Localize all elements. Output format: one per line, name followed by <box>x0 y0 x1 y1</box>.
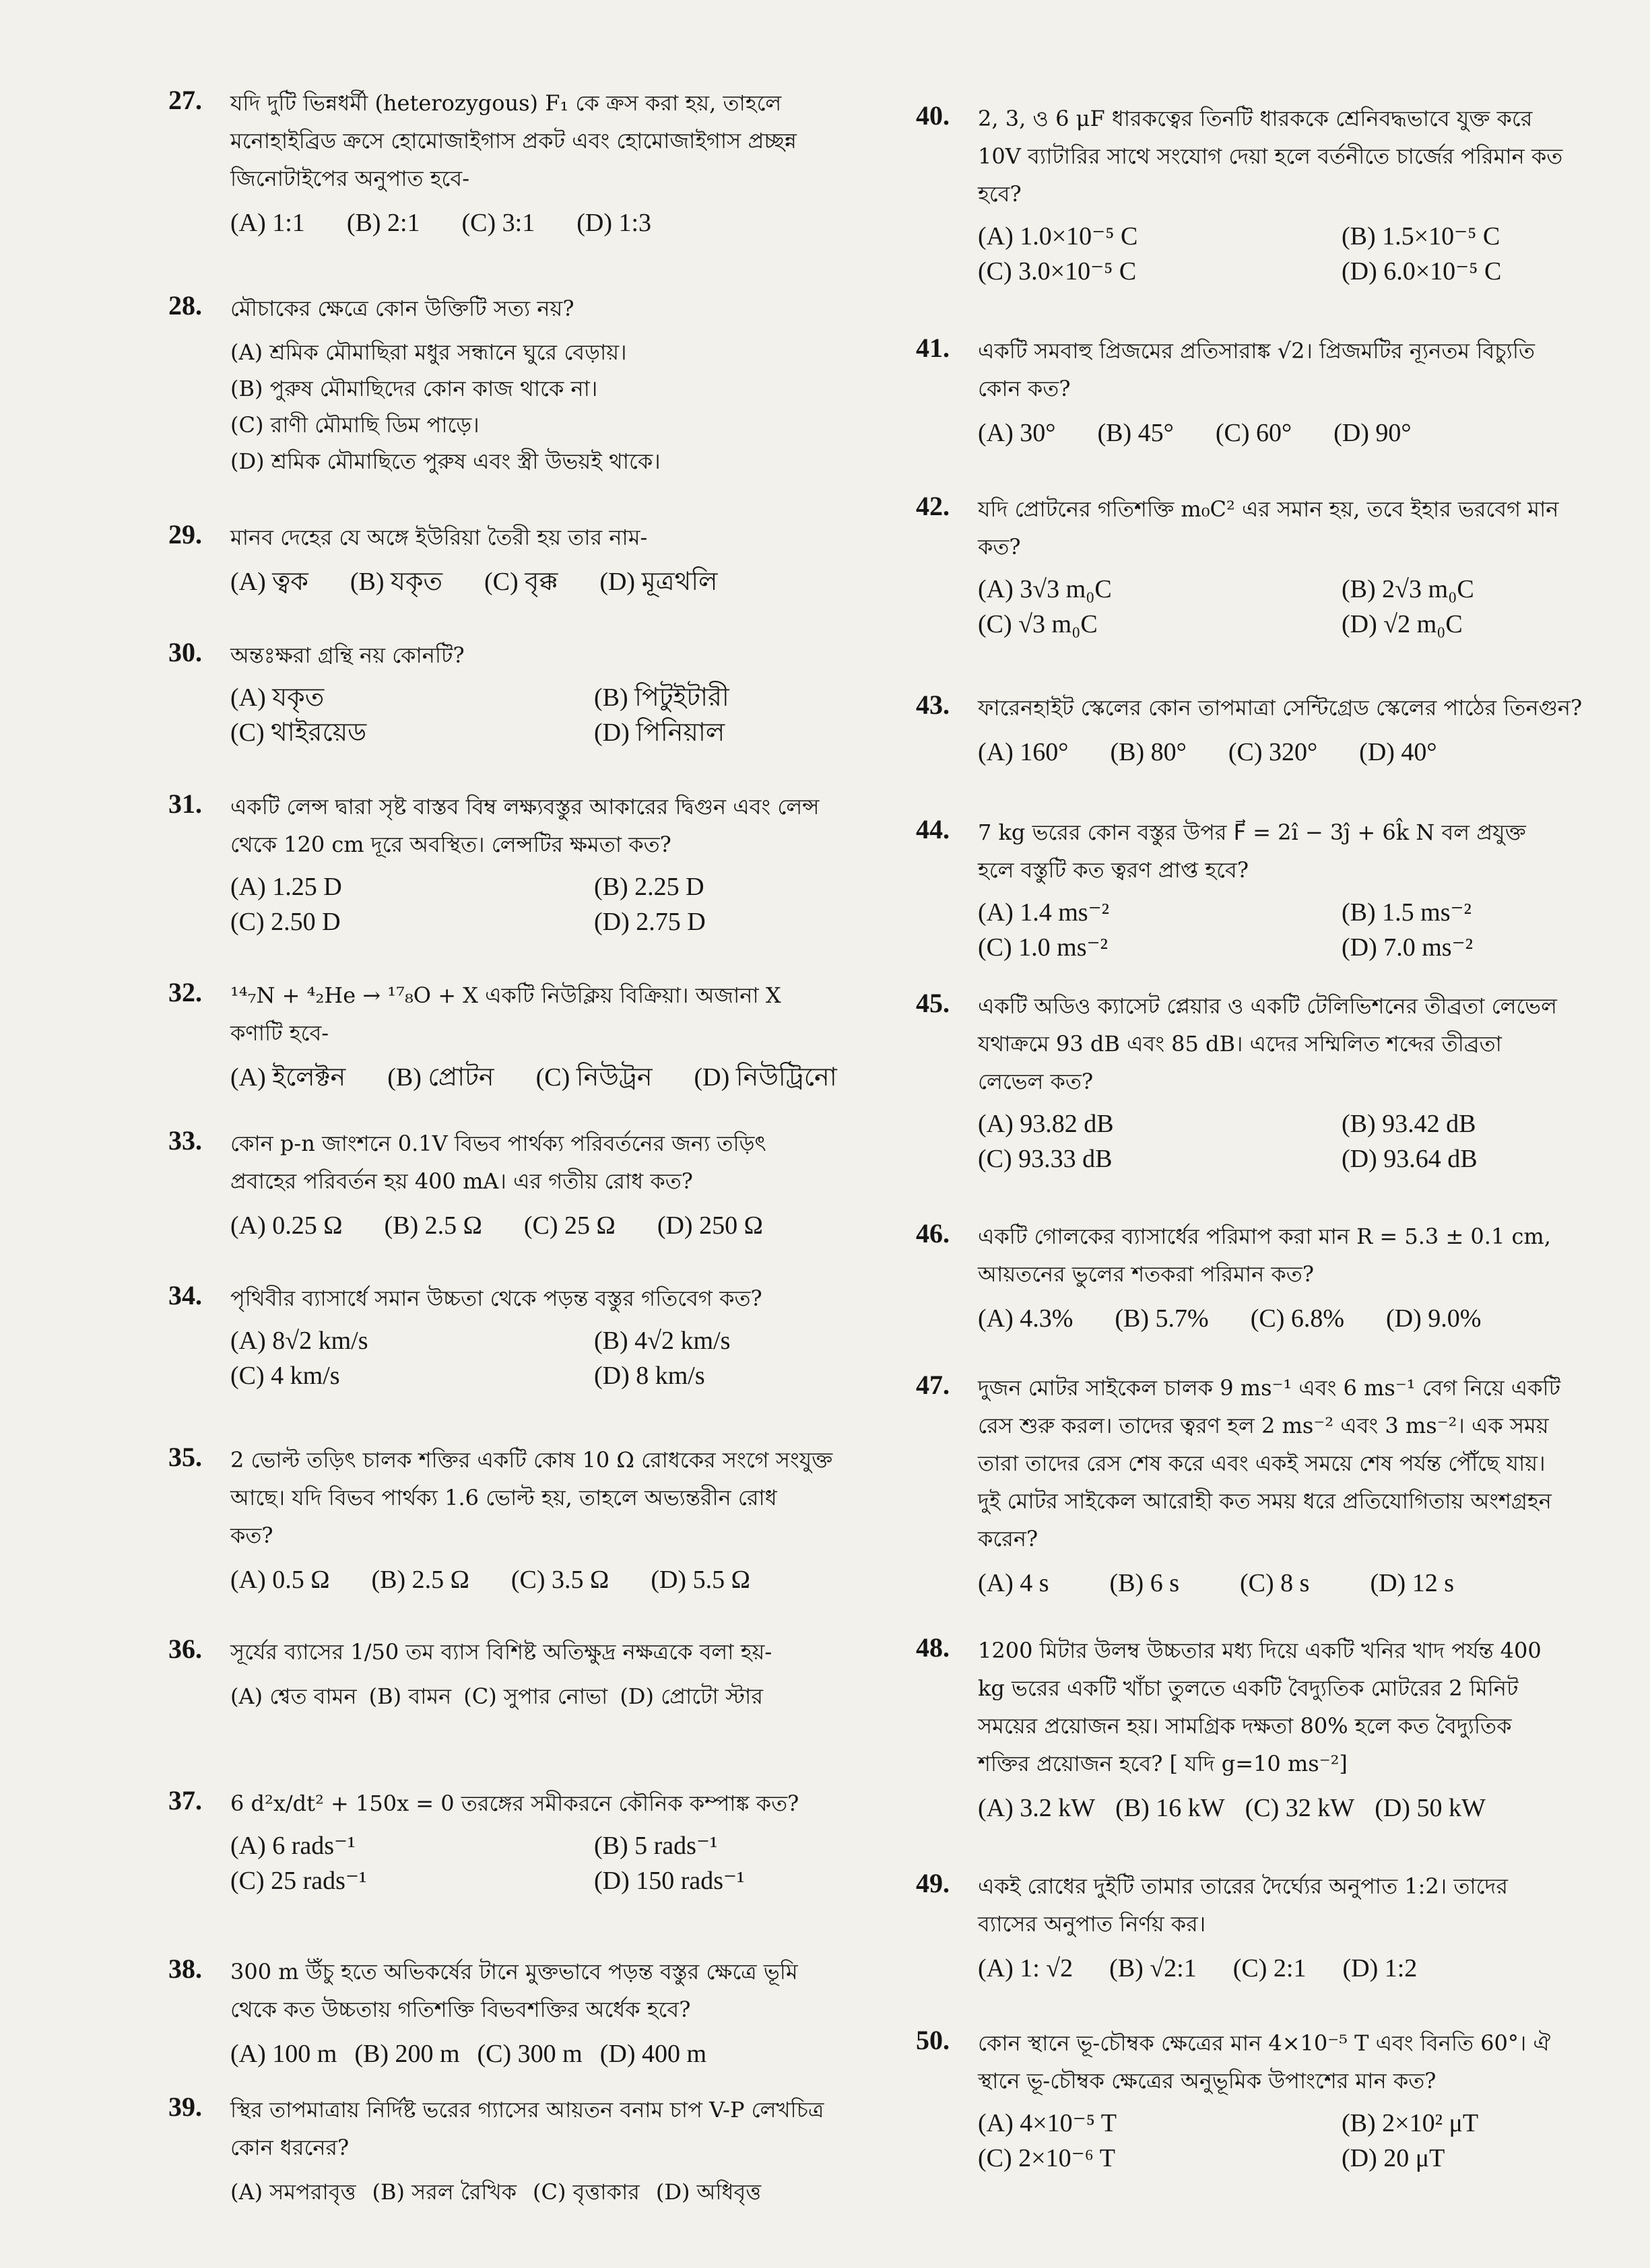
option-a[interactable]: (A) 93.82 dB <box>978 1110 1114 1138</box>
option-b[interactable]: (B) 45° <box>1097 419 1174 447</box>
options <box>978 1948 1630 1989</box>
option-a[interactable]: (A) সমপরাবৃত্ত <box>230 2179 356 2205</box>
question-32 <box>168 976 876 1098</box>
question-text: মৌচাকের ক্ষেত্রে কোন উক্তিটি সত্য নয়? <box>230 296 574 321</box>
option-c[interactable]: (C) 25 Ω <box>523 1211 616 1240</box>
option-a[interactable]: (A) 4.3% <box>978 1304 1074 1333</box>
option-c[interactable]: (C) 2.50 D <box>230 908 341 936</box>
question-text: 7 kg ভরের কোন বস্তুর উপর F⃗ = 2î − 3ĵ + 6k̂ N বল প্রযুক্ত হলে বস্তুটি কত ত্বরণ প্রাপ্ত হবে? <box>978 820 1526 883</box>
option-d[interactable]: (D) 7.0 ms⁻² <box>1342 933 1474 962</box>
option-a[interactable]: (A) 0.25 Ω <box>230 1211 343 1240</box>
options <box>978 1563 1630 1603</box>
question-number: 47. <box>916 1370 950 1400</box>
question-41 <box>916 332 1630 453</box>
option-d[interactable]: (D) 1:3 <box>576 209 652 237</box>
option-b[interactable]: (B) পিটুইটারী <box>594 683 729 712</box>
options <box>230 1205 876 1246</box>
option-b[interactable]: (B) 93.42 dB <box>1342 1110 1476 1138</box>
question-text: একটি গোলকের ব্যাসার্ধের পরিমাপ করা মান R = 5.3 ± 0.1 cm, আয়তনের ভুলের শতকরা পরিমান কত? <box>978 1224 1551 1287</box>
question-40 <box>916 100 1630 288</box>
option-b[interactable]: (B) 1.5 ms⁻² <box>1342 898 1472 927</box>
option-a[interactable]: (A) 4×10⁻⁵ T <box>978 2109 1117 2137</box>
question-number: 37. <box>168 1785 202 1815</box>
question-text: অন্তঃক্ষরা গ্রন্থি নয় কোনটি? <box>230 642 465 668</box>
question-31 <box>168 788 876 939</box>
option-c[interactable]: (C) 3:1 <box>461 209 535 237</box>
option-c[interactable]: (C) √3 m₀C <box>978 610 1098 638</box>
options <box>978 413 1630 453</box>
option-c[interactable]: (C) 3.5 Ω <box>510 1566 609 1594</box>
option-d[interactable]: (D) 400 m <box>599 2040 707 2068</box>
option-c[interactable]: (C) রাণী মৌমাছি ডিম পাড়ে। <box>230 412 480 438</box>
option-a[interactable]: (A) 1:1 <box>230 209 305 237</box>
option-b[interactable]: (B) 1.5×10⁻⁵ C <box>1342 222 1500 251</box>
option-c[interactable]: (C) 300 m <box>477 2040 583 2068</box>
option-c[interactable]: (C) 2×10⁻⁶ T <box>978 2144 1115 2172</box>
question-text: সূর্যের ব্যাসের 1/50 তম ব্যাস বিশিষ্ট অতিক্ষুদ্র নক্ষত্রকে বলা হয়- <box>230 1639 772 1665</box>
question-47 <box>916 1369 1630 1603</box>
option-a[interactable]: (A) 30° <box>978 419 1056 447</box>
option-a[interactable]: (A) 1.4 ms⁻² <box>978 898 1110 927</box>
question-number: 44. <box>916 814 950 844</box>
option-c[interactable]: (C) 32 kW <box>1245 1794 1355 1822</box>
option-a[interactable]: (A) 3.2 kW <box>978 1794 1096 1822</box>
option-c[interactable]: (C) থাইরয়েড <box>230 719 367 747</box>
option-c[interactable]: (C) 1.0 ms⁻² <box>978 933 1108 962</box>
option-d[interactable]: (D) পিনিয়াল <box>594 719 725 747</box>
option-a[interactable]: (A) 8√2 km/s <box>230 1327 368 1355</box>
question-number: 27. <box>168 85 202 115</box>
question-number: 45. <box>916 988 950 1018</box>
option-a[interactable]: (A) শ্বেত বামন <box>230 1683 357 1709</box>
options <box>978 896 1630 964</box>
question-text: ¹⁴₇N + ⁴₂He → ¹⁷₈O + X একটি নিউক্লিয় বিক্রিয়া। অজানা X কণাটি হবে- <box>230 982 781 1046</box>
options <box>978 2106 1630 2175</box>
question-text: কোন p-n জাংশনে 0.1V বিভব পার্থক্য পরিবর্তনের জন্য তড়িৎ প্রবাহের পরিবর্তন হয় 400 mA। এর গতীয় রোধ কত? <box>230 1131 766 1194</box>
option-a[interactable]: (A) 4 s <box>978 1569 1049 1597</box>
question-number: 32. <box>168 977 202 1007</box>
options <box>978 1298 1630 1339</box>
question-50 <box>916 2024 1630 2175</box>
question-number: 50. <box>916 2025 950 2055</box>
question-49 <box>916 1867 1630 1989</box>
option-d[interactable]: (D) মূত্রথলি <box>599 568 718 596</box>
option-c[interactable]: (C) বৃক্ক <box>484 568 558 596</box>
option-d[interactable]: (D) 250 Ω <box>657 1211 763 1240</box>
question-number: 49. <box>916 1868 950 1898</box>
option-b[interactable]: (B) 2.5 Ω <box>384 1211 482 1240</box>
question-number: 33. <box>168 1125 202 1156</box>
question-number: 38. <box>168 1954 202 1984</box>
option-c[interactable]: (C) বৃত্তাকার <box>532 2179 640 2205</box>
option-d[interactable]: (D) 90° <box>1333 419 1412 447</box>
option-d[interactable]: (D) অধিবৃত্ত <box>655 2179 762 2205</box>
option-a[interactable]: (A) শ্রমিক মৌমাছিরা মধুর সন্ধানে ঘুরে বেড়ায়। <box>230 339 627 365</box>
option-a[interactable]: (A) 0.5 Ω <box>230 1566 330 1594</box>
options <box>230 681 876 749</box>
option-b[interactable]: (B) সরল রৈখিক <box>372 2179 517 2205</box>
option-d[interactable]: (D) প্রোটো স্টার <box>620 1683 763 1709</box>
question-text: একটি লেন্স দ্বারা সৃষ্ট বাস্তব বিম্ব লক্ষ্যবস্তুর আকারের দ্বিগুন এবং লেন্স থেকে 120 cm দূরে অবস্থিত। লেন্সটির ক্ষমতা কত? <box>230 794 820 857</box>
question-number: 40. <box>916 100 950 131</box>
question-text: যদি প্রোটনের গতিশক্তি m₀C² এর সমান হয়, তবে ইহার ভরবেগ মান কত? <box>978 496 1559 560</box>
option-a[interactable]: (A) 3√3 m₀C <box>978 575 1112 603</box>
option-a[interactable]: (A) 1: √2 <box>978 1954 1074 1982</box>
option-b[interactable]: (B) 2√3 m₀C <box>1342 575 1474 603</box>
option-a[interactable]: (A) ইলেক্টন <box>230 1063 346 1092</box>
option-b[interactable]: (B) বামন <box>368 1683 452 1709</box>
options <box>230 562 876 602</box>
option-c[interactable]: (C) 2:1 <box>1232 1954 1307 1982</box>
option-b[interactable]: (B) 5 rads⁻¹ <box>594 1832 718 1860</box>
question-text: ফারেনহাইট স্কেলের কোন তাপমাত্রা সেন্টিগ্রেড স্কেলের পাঠের তিনগুন? <box>978 695 1583 721</box>
options <box>978 732 1630 772</box>
options <box>230 870 876 939</box>
question-34 <box>168 1279 876 1393</box>
question-number: 46. <box>916 1218 950 1248</box>
options <box>230 203 876 243</box>
question-number: 43. <box>916 690 950 720</box>
option-a[interactable]: (A) 1.0×10⁻⁵ C <box>978 222 1138 251</box>
option-d[interactable]: (D) 5.5 Ω <box>651 1566 750 1594</box>
question-text: 2 ভোল্ট তড়িৎ চালক শক্তির একটি কোষ 10 Ω রোধকের সংগে সংযুক্ত আছে। যদি বিভব পার্থক্য 1.6 ভোল্ট হয়, তাহলে অভ্যন্তরীন রোধ কত? <box>230 1447 833 1548</box>
option-d[interactable]: (D) 2.75 D <box>594 908 706 936</box>
option-a[interactable]: (A) যকৃত <box>230 683 325 712</box>
option-a[interactable]: (A) 1.25 D <box>230 873 342 901</box>
options <box>230 334 876 479</box>
options <box>978 1788 1630 1828</box>
question-text: মানব দেহের যে অঙ্গে ইউরিয়া তৈরী হয় তার নাম- <box>230 525 648 550</box>
question-text: 300 m উঁচু হতে অভিকর্ষের টানে মুক্তভাবে পড়ন্ত বস্তুর ক্ষেত্রে ভূমি থেকে কত উচ্চতায় গতিশক্তি বিভবশক্তির অর্ধেক হবে? <box>230 1959 798 2022</box>
question-number: 35. <box>168 1442 202 1472</box>
question-38 <box>168 1953 876 2074</box>
option-b[interactable]: (B) যকৃত <box>350 568 443 596</box>
question-text: স্থির তাপমাত্রায় নির্দিষ্ট ভরের গ্যাসের আয়তন বনাম চাপ V-P লেখচিত্র কোন ধরনের? <box>230 2097 824 2160</box>
question-29 <box>168 519 876 602</box>
question-text: 1200 মিটার উলম্ব উচ্চতার মধ্য দিয়ে একটি খনির খাদ পর্যন্ত 400 kg ভরের একটি খাঁচা তুলতে একটি বৈদ্যুতিক মোটরের 2 মিনিট সময়ের প্রয়োজন হয়। সামগ্রিক দক্ষতা 80% হলে কত বৈদ্যুতিক শক্তির প্রয়োজন হবে? [ যদি g=10 ms⁻²] <box>978 1638 1542 1776</box>
options <box>978 1107 1630 1176</box>
question-text: একটি অডিও ক্যাসেট প্লেয়ার ও একটি টেলিভিশনের তীব্রতা লেভেল যথাক্রমে 93 dB এবং 85 dB। এদের সম্মিলিত শব্দের তীব্রতা লেভেল কত? <box>978 993 1557 1094</box>
option-a[interactable]: (A) 6 rads⁻¹ <box>230 1832 356 1860</box>
question-44 <box>916 813 1630 964</box>
option-c[interactable]: (C) 3.0×10⁻⁵ C <box>978 257 1137 286</box>
question-42 <box>916 490 1630 641</box>
question-number: 48. <box>916 1632 950 1663</box>
option-c[interactable]: (C) নিউট্রন <box>535 1063 653 1092</box>
question-30 <box>168 636 876 749</box>
option-c[interactable]: (C) 25 rads⁻¹ <box>230 1867 367 1895</box>
question-number: 31. <box>168 789 202 819</box>
option-d[interactable]: (D) 150 rads⁻¹ <box>594 1867 745 1895</box>
question-text: 6 d²x/dt² + 150x = 0 তরঙ্গের সমীকরনে কৌনিক কম্পাঙ্ক কত? <box>230 1791 799 1816</box>
question-28 <box>168 290 876 479</box>
question-number: 39. <box>168 2092 202 2122</box>
option-b[interactable]: (B) পুরুষ মৌমাছিদের কোন কাজ থাকে না। <box>230 376 598 401</box>
question-number: 42. <box>916 491 950 521</box>
question-number: 29. <box>168 519 202 549</box>
question-text: একই রোধের দুইটি তামার তারের দৈর্ঘ্যের অনুপাত 1:2। তাদের ব্যাসের অনুপাত নির্ণয় কর। <box>978 1873 1508 1937</box>
option-b[interactable]: (B) 2.5 Ω <box>371 1566 469 1594</box>
option-b[interactable]: (B) 2:1 <box>346 209 420 237</box>
options <box>230 2034 876 2074</box>
options <box>230 1560 876 1600</box>
options <box>230 2172 876 2212</box>
option-d[interactable]: (D) 20 μT <box>1342 2144 1445 2172</box>
option-d[interactable]: (D) নিউট্রিনো <box>694 1063 837 1092</box>
option-c[interactable]: (C) 8 s <box>1240 1569 1310 1597</box>
options <box>230 1057 876 1098</box>
option-b[interactable]: (B) 4√2 km/s <box>594 1327 731 1355</box>
option-d[interactable]: (D) √2 m₀C <box>1342 610 1463 638</box>
question-36 <box>168 1633 876 1716</box>
question-number: 34. <box>168 1280 202 1310</box>
option-d[interactable]: (D) 50 kW <box>1375 1794 1486 1822</box>
option-c[interactable]: (C) 320° <box>1228 738 1318 766</box>
options <box>978 220 1630 288</box>
option-b[interactable]: (B) 16 kW <box>1115 1794 1225 1822</box>
question-39 <box>168 2091 876 2212</box>
question-27 <box>168 84 876 243</box>
option-c[interactable]: (C) 6.8% <box>1250 1304 1345 1333</box>
question-48 <box>916 1632 1630 1828</box>
option-b[interactable]: (B) 80° <box>1110 738 1187 766</box>
question-33 <box>168 1125 876 1246</box>
options <box>978 572 1630 641</box>
question-number: 28. <box>168 290 202 321</box>
option-a[interactable]: (A) ত্বক <box>230 568 308 596</box>
option-d[interactable]: (D) 40° <box>1359 738 1437 766</box>
question-43 <box>916 689 1630 772</box>
question-text: কোন স্থানে ভূ-চৌম্বক ক্ষেত্রের মান 4×10⁻⁵ T এবং বিনতি 60°। ঐ স্থানে ভূ-চৌম্বক ক্ষেত্রের অনুভূমিক উপাংশের মান কত? <box>978 2030 1551 2094</box>
question-text: পৃথিবীর ব্যাসার্ধে সমান উচ্চতা থেকে পড়ন্ত বস্তুর গতিবেগ কত? <box>230 1286 762 1311</box>
options <box>230 1676 876 1716</box>
option-b[interactable]: (B) 2×10² μT <box>1342 2109 1479 2137</box>
question-text: দুজন মোটর সাইকেল চালক 9 ms⁻¹ এবং 6 ms⁻¹ বেগ নিয়ে একটি রেস শুরু করল। তাদের ত্বরণ হল 2 ms⁻² এবং 3 ms⁻²। এক সময় তারা তাদের রেস শেষ করে এবং একই সময়ে শেষ পর্যন্ত পৌঁছে যায়। দুই মোটর সাইকেল আরোহী কত সময় ধরে প্রতিযোগিতায় অংশগ্রহন করেন? <box>978 1375 1561 1552</box>
option-c[interactable]: (C) 4 km/s <box>230 1362 340 1390</box>
option-d[interactable]: (D) 93.64 dB <box>1342 1145 1478 1173</box>
option-d[interactable]: (D) 12 s <box>1370 1569 1454 1597</box>
question-37 <box>168 1785 876 1898</box>
option-d[interactable]: (D) 6.0×10⁻⁵ C <box>1342 257 1502 286</box>
option-b[interactable]: (B) 5.7% <box>1115 1304 1209 1333</box>
option-c[interactable]: (C) সুপার নোভা <box>463 1683 608 1709</box>
question-number: 41. <box>916 333 950 363</box>
option-d[interactable]: (D) 9.0% <box>1386 1304 1482 1333</box>
question-35 <box>168 1441 876 1600</box>
option-a[interactable]: (A) 160° <box>978 738 1069 766</box>
option-b[interactable]: (B) 6 s <box>1109 1569 1179 1597</box>
question-text: একটি সমবাহু প্রিজমের প্রতিসারাঙ্ক √2। প্রিজমটির ন্যূনতম বিচ্যুতি কোন কত? <box>978 338 1535 401</box>
options <box>230 1829 876 1898</box>
option-d[interactable]: (D) 8 km/s <box>594 1362 705 1390</box>
option-d[interactable]: (D) শ্রমিক মৌমাছিতে পুরুষ এবং স্ত্রী উভয়ই থাকে। <box>230 448 661 474</box>
option-c[interactable]: (C) 60° <box>1215 419 1292 447</box>
options <box>230 1324 876 1393</box>
question-text: যদি দুটি ভিন্নধর্মী (heterozygous) F₁ কে ক্রস করা হয়, তাহলে মনোহাইব্রিড ক্রসে হোমোজাইগাস প্রকট এবং হোমোজাইগাস প্রচ্ছন্ন জিনোটাইপের অনুপাত হবে- <box>230 90 797 191</box>
option-c[interactable]: (C) 93.33 dB <box>978 1145 1113 1173</box>
question-text: 2, 3, ও 6 μF ধারকত্বের তিনটি ধারককে শ্রেনিবদ্ধভাবে যুক্ত করে 10V ব্যাটারির সাথে সংযোগ দেয়া হলে বর্তনীতে চার্জের পরিমান কত হবে? <box>978 106 1563 207</box>
option-b[interactable]: (B) √2:1 <box>1109 1954 1197 1982</box>
question-number: 30. <box>168 637 202 667</box>
option-a[interactable]: (A) 100 m <box>230 2040 337 2068</box>
option-b[interactable]: (B) প্রোটন <box>387 1063 494 1092</box>
option-b[interactable]: (B) 200 m <box>354 2040 460 2068</box>
question-45 <box>916 987 1630 1176</box>
question-46 <box>916 1218 1630 1339</box>
question-number: 36. <box>168 1634 202 1664</box>
option-b[interactable]: (B) 2.25 D <box>594 873 704 901</box>
option-d[interactable]: (D) 1:2 <box>1342 1954 1418 1982</box>
